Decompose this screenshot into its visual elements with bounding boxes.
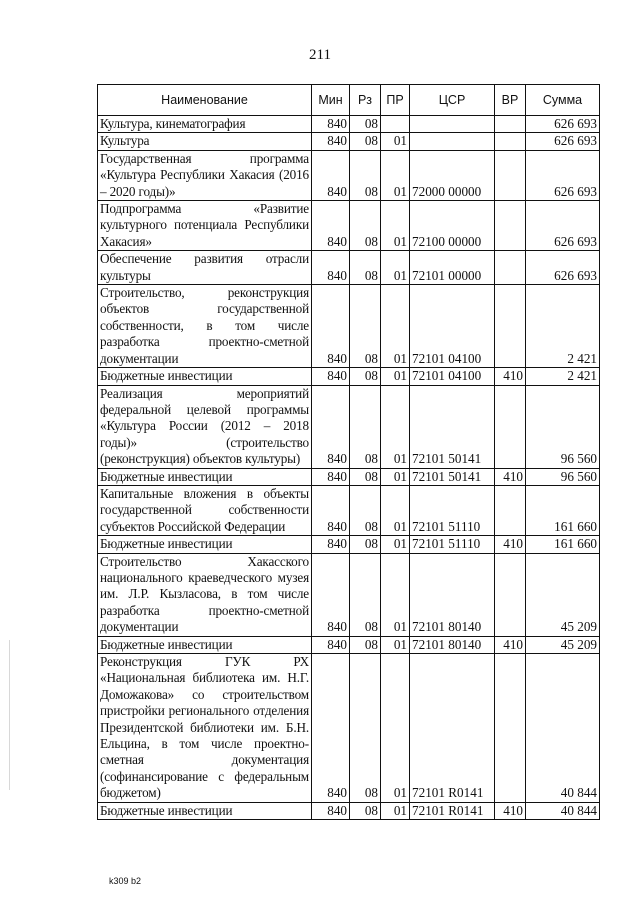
cell-sum: 161 660: [526, 485, 600, 535]
cell-sum: 2 421: [526, 285, 600, 368]
cell-rz: 08: [350, 368, 381, 385]
cell-min: 840: [312, 468, 350, 485]
cell-name: Культура, кинематография: [98, 116, 312, 133]
cell-min: 840: [312, 150, 350, 200]
cell-rz: 08: [350, 201, 381, 251]
cell-rz: 08: [350, 385, 381, 468]
header-pr: ПР: [381, 85, 410, 116]
cell-min: 840: [312, 553, 350, 636]
header-min: Мин: [312, 85, 350, 116]
cell-sum: 626 693: [526, 133, 600, 150]
cell-sum: 96 560: [526, 385, 600, 468]
cell-rz: 08: [350, 468, 381, 485]
footer-code: k309 b2: [109, 876, 142, 886]
table-row: [98, 636, 600, 653]
cell-csr: 72101 51110: [410, 485, 495, 535]
cell-vr: 410: [495, 368, 526, 385]
table-body: [98, 116, 600, 820]
cell-name: Строительство, реконструкция объектов государственной собственности, в том числе разработка проектно-сметной документации: [98, 285, 312, 368]
cell-csr: 72101 80140: [410, 636, 495, 653]
cell-min: 840: [312, 802, 350, 819]
cell-pr: 01: [381, 654, 410, 803]
cell-min: 840: [312, 285, 350, 368]
cell-vr: 410: [495, 468, 526, 485]
cell-pr: 01: [381, 385, 410, 468]
cell-pr: 01: [381, 251, 410, 285]
cell-rz: 08: [350, 150, 381, 200]
table-row: [98, 285, 600, 368]
cell-name: Строительство Хакасского национального краеведческого музея им. Л.Р. Кызласова, в том числе разработка проектно-сметной документации: [98, 553, 312, 636]
cell-rz: 08: [350, 133, 381, 150]
cell-vr: [495, 553, 526, 636]
cell-min: 840: [312, 636, 350, 653]
cell-csr: 72101 80140: [410, 553, 495, 636]
cell-csr: [410, 133, 495, 150]
cell-name: Капитальные вложения в объекты государственной собственности субъектов Российской Федерации: [98, 485, 312, 535]
table-row: [98, 116, 600, 133]
cell-csr: 72101 04100: [410, 368, 495, 385]
cell-csr: 72101 00000: [410, 251, 495, 285]
cell-rz: 08: [350, 285, 381, 368]
cell-vr: 410: [495, 636, 526, 653]
cell-name: Бюджетные инвестиции: [98, 468, 312, 485]
cell-csr: 72101 50141: [410, 385, 495, 468]
cell-rz: 08: [350, 251, 381, 285]
cell-pr: 01: [381, 285, 410, 368]
table-row: [98, 368, 600, 385]
table-row: [98, 385, 600, 468]
cell-name: Бюджетные инвестиции: [98, 802, 312, 819]
cell-name: Бюджетные инвестиции: [98, 368, 312, 385]
cell-min: 840: [312, 654, 350, 803]
cell-sum: 626 693: [526, 150, 600, 200]
cell-min: 840: [312, 536, 350, 553]
cell-pr: 01: [381, 636, 410, 653]
cell-name: Реализация мероприятий федеральной целевой программы «Культура России (2012 – 2018 годы)» (строительство (реконструкция) объектов культуры): [98, 385, 312, 468]
table-row: [98, 553, 600, 636]
cell-name: Подпрограмма «Развитие культурного потенциала Республики Хакасия»: [98, 201, 312, 251]
table-row: [98, 150, 600, 200]
header-vr: ВР: [495, 85, 526, 116]
cell-sum: 626 693: [526, 201, 600, 251]
table-row: [98, 485, 600, 535]
cell-rz: 08: [350, 485, 381, 535]
cell-min: 840: [312, 485, 350, 535]
table-row: [98, 468, 600, 485]
cell-vr: [495, 150, 526, 200]
cell-pr: 01: [381, 150, 410, 200]
cell-sum: 40 844: [526, 654, 600, 803]
cell-vr: 410: [495, 802, 526, 819]
cell-csr: 72101 50141: [410, 468, 495, 485]
header-csr: ЦСР: [410, 85, 495, 116]
cell-name: Бюджетные инвестиции: [98, 536, 312, 553]
table-row: [98, 133, 600, 150]
cell-rz: 08: [350, 536, 381, 553]
cell-csr: 72100 00000: [410, 201, 495, 251]
cell-sum: 2 421: [526, 368, 600, 385]
table-row: [98, 536, 600, 553]
cell-pr: 01: [381, 133, 410, 150]
table-row: [98, 654, 600, 803]
cell-name: Обеспечение развития отрасли культуры: [98, 251, 312, 285]
cell-min: 840: [312, 133, 350, 150]
page-number: 211: [309, 47, 331, 63]
cell-name: Реконструкция ГУК РХ «Национальная библиотека им. Н.Г. Доможакова» со строительством пристройки регионального отделения Президентской библиотеки им. Б.Н. Ельцина, в том числе проектно-сметная документация (софинансирование с федеральным бюджетом): [98, 654, 312, 803]
cell-rz: 08: [350, 116, 381, 133]
cell-sum: 45 209: [526, 553, 600, 636]
cell-sum: 45 209: [526, 636, 600, 653]
cell-min: 840: [312, 116, 350, 133]
cell-rz: 08: [350, 802, 381, 819]
cell-csr: 72101 51110: [410, 536, 495, 553]
header-rz: Рз: [350, 85, 381, 116]
cell-sum: 96 560: [526, 468, 600, 485]
cell-min: 840: [312, 368, 350, 385]
cell-vr: [495, 201, 526, 251]
cell-name: Государственная программа «Культура Республики Хакасия (2016 – 2020 годы)»: [98, 150, 312, 200]
cell-csr: 72101 R0141: [410, 802, 495, 819]
cell-min: 840: [312, 201, 350, 251]
cell-min: 840: [312, 251, 350, 285]
cell-pr: 01: [381, 485, 410, 535]
table-row: [98, 251, 600, 285]
cell-csr: 72000 00000: [410, 150, 495, 200]
cell-vr: [495, 116, 526, 133]
cell-rz: 08: [350, 553, 381, 636]
table-row: [98, 201, 600, 251]
table-row: [98, 802, 600, 819]
cell-vr: [495, 485, 526, 535]
cell-vr: [495, 285, 526, 368]
table-header-row: [98, 85, 600, 116]
cell-pr: 01: [381, 468, 410, 485]
cell-name: Бюджетные инвестиции: [98, 636, 312, 653]
cell-vr: [495, 133, 526, 150]
cell-csr: 72101 R0141: [410, 654, 495, 803]
cell-pr: [381, 116, 410, 133]
header-name: Наименование: [98, 85, 312, 116]
cell-pr: 01: [381, 553, 410, 636]
cell-pr: 01: [381, 201, 410, 251]
cell-sum: 40 844: [526, 802, 600, 819]
cell-vr: [495, 251, 526, 285]
cell-sum: 626 693: [526, 251, 600, 285]
cell-pr: 01: [381, 536, 410, 553]
cell-name: Культура: [98, 133, 312, 150]
cell-pr: 01: [381, 368, 410, 385]
cell-pr: 01: [381, 802, 410, 819]
cell-rz: 08: [350, 654, 381, 803]
cell-csr: [410, 116, 495, 133]
cell-csr: 72101 04100: [410, 285, 495, 368]
cell-vr: 410: [495, 536, 526, 553]
cell-min: 840: [312, 385, 350, 468]
header-sum: Сумма: [526, 85, 600, 116]
budget-table: [97, 84, 600, 820]
cell-sum: 626 693: [526, 116, 600, 133]
cell-sum: 161 660: [526, 536, 600, 553]
cell-vr: [495, 654, 526, 803]
cell-rz: 08: [350, 636, 381, 653]
scan-margin-mark: [9, 640, 10, 790]
cell-vr: [495, 385, 526, 468]
